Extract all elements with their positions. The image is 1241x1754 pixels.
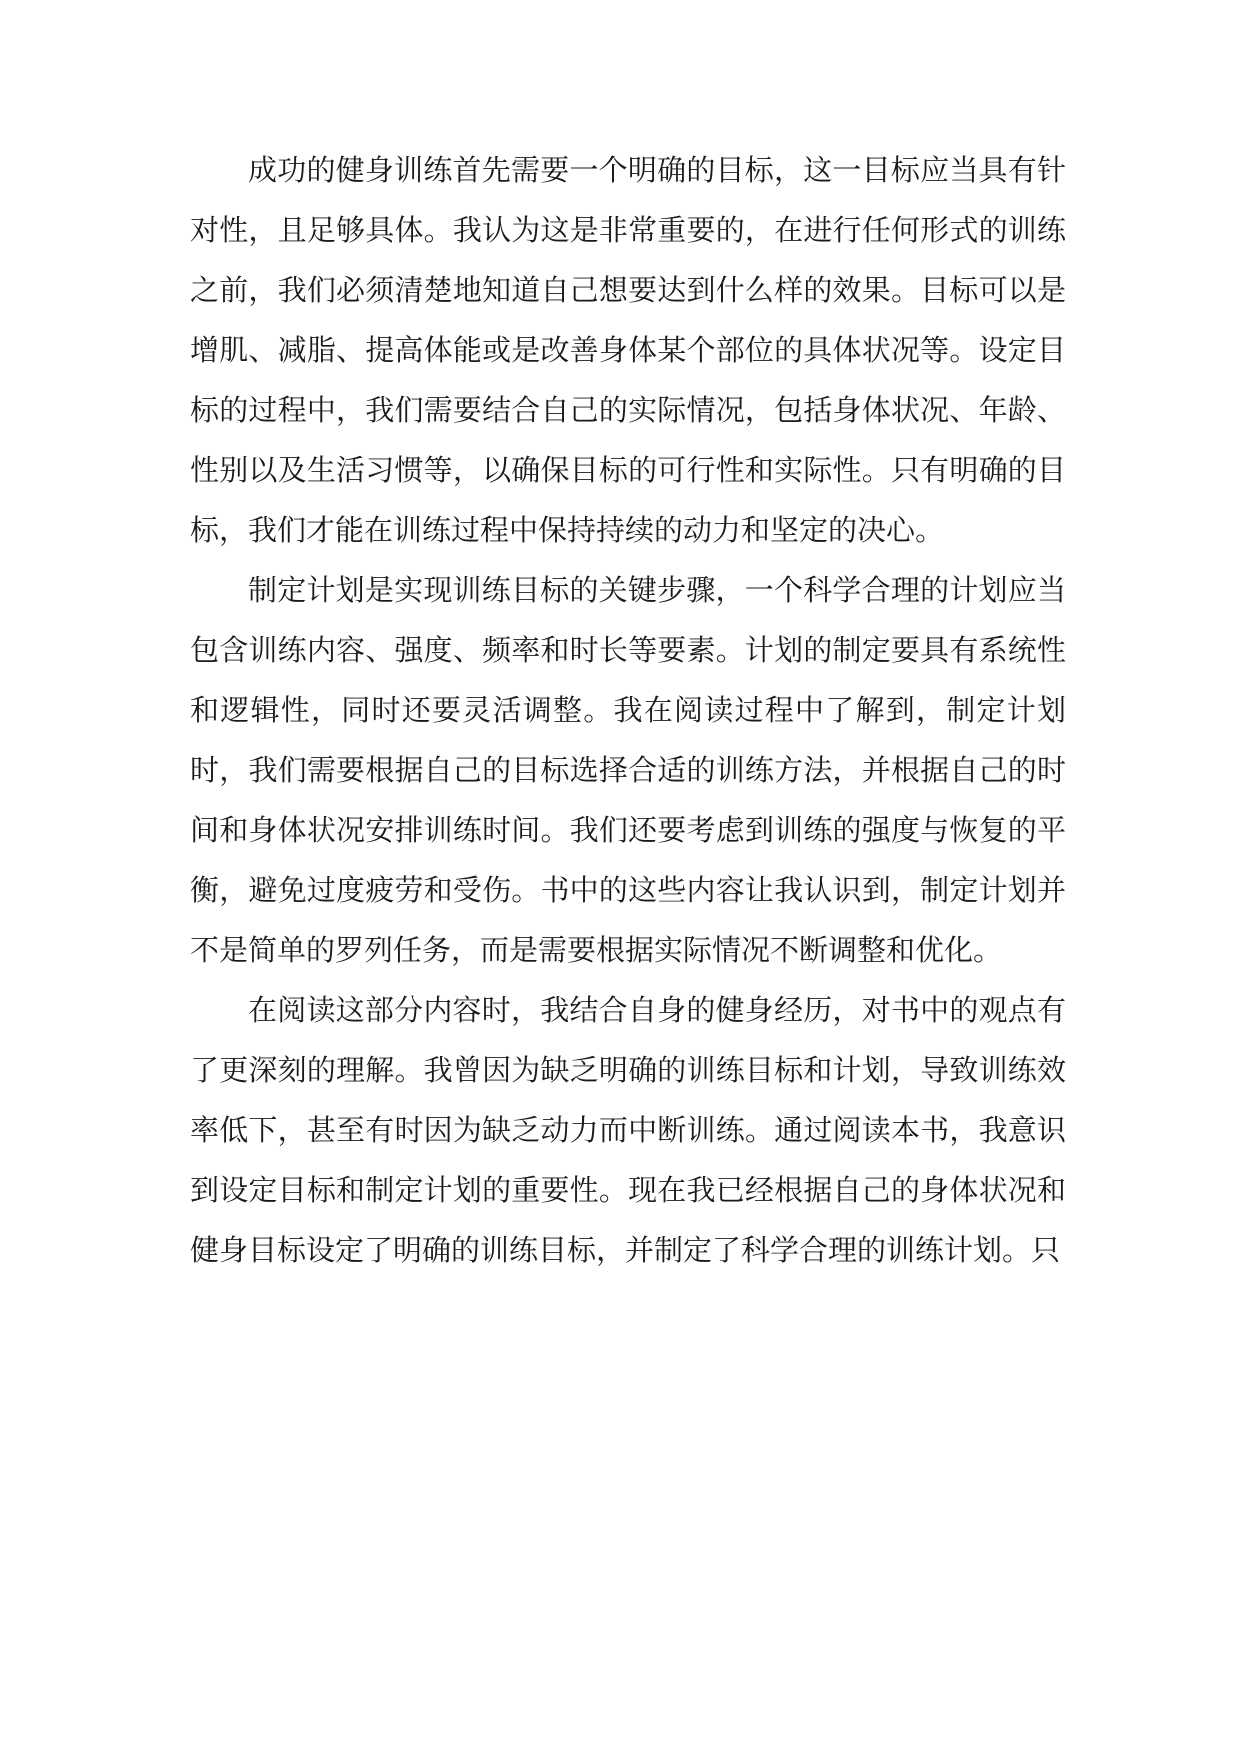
paragraph-goal-setting: 成功的健身训练首先需要一个明确的目标，这一目标应当具有针对性，且足够具体。我认为这是非常重要的，在进行任何形式的训练之前，我们必须清楚地知道自己想要达到什么样的效果。目标可以是增肌、减脂、提高体能或是改善身体某个部位的具体状况等。设定目标的过程中，我们需要结合自己的实际情况，包括身体状况、年龄、性别以及生活习惯等，以确保目标的可行性和实际性。只有明确的目标，我们才能在训练过程中保持持续的动力和坚定的决心。 xyxy=(190,153,1066,547)
paragraph-personal-reflection: 在阅读这部分内容时，我结合自身的健身经历，对书中的观点有了更深刻的理解。我曾因为缺乏明确的训练目标和计划，导致训练效率低下，甚至有时因为缺乏动力而中断训练。通过阅读本书，我意识到设定目标和制定计划的重要性。现在我已经根据自己的身体状况和健身目标设定了明确的训练目标，并制定了科学合理的训练计划。只 xyxy=(190,993,1066,1267)
document-page xyxy=(190,140,1066,1280)
paragraph-plan-making: 制定计划是实现训练目标的关键步骤，一个科学合理的计划应当包含训练内容、强度、频率和时长等要素。计划的制定要具有系统性和逻辑性，同时还要灵活调整。我在阅读过程中了解到，制定计划时，我们需要根据自己的目标选择合适的训练方法，并根据自己的时间和身体状况安排训练时间。我们还要考虑到训练的强度与恢复的平衡，避免过度疲劳和受伤。书中的这些内容让我认识到，制定计划并不是简单的罗列任务，而是需要根据实际情况不断调整和优化。 xyxy=(190,573,1066,967)
